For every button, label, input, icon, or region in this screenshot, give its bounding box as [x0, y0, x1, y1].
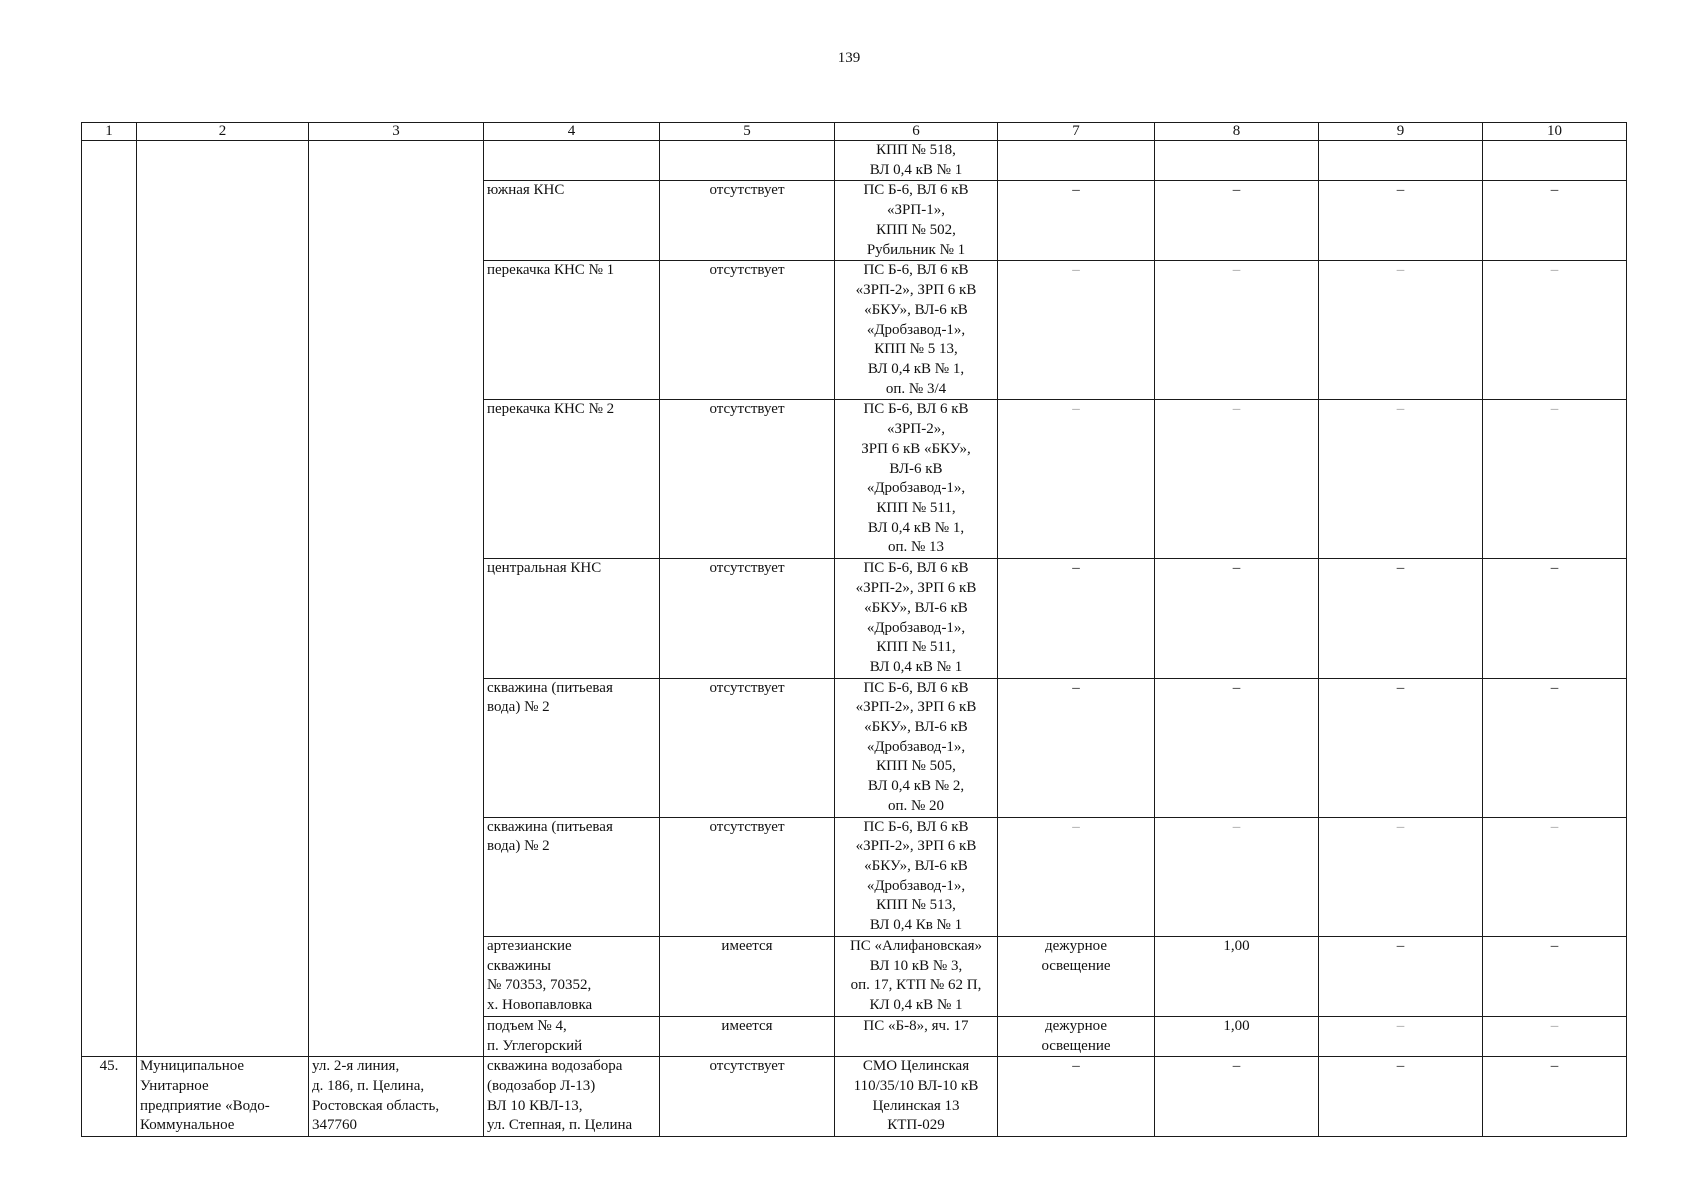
header-row [82, 123, 1627, 141]
cell-organization: Муниципальное Унитарное предприятие «Водо- Коммунальное [137, 1057, 309, 1137]
cell-col10: – [1483, 678, 1627, 817]
cell-supply: КПП № 518, ВЛ 0,4 кВ № 1 [835, 141, 998, 181]
cell-col7: дежурное освещение [998, 1016, 1155, 1056]
cell-col9: – [1319, 400, 1483, 559]
cell-col8: – [1155, 400, 1319, 559]
header-cell: 6 [835, 123, 998, 141]
data-table [81, 122, 1627, 1137]
cell-address [309, 141, 484, 1057]
page-number: 139 [837, 50, 861, 66]
cell-supply: ПС «Б-8», яч. 17 [835, 1016, 998, 1056]
header-cell: 9 [1319, 123, 1483, 141]
cell-status: отсутствует [660, 261, 835, 400]
cell-object: скважина водозабора (водозабор Л-13) ВЛ 10 КВЛ-13, ул. Степная, п. Целина [484, 1057, 660, 1137]
cell-supply: ПС Б-6, ВЛ 6 кВ «ЗРП-2», ЗРП 6 кВ «БКУ», ВЛ-6 кВ «Дробзавод-1», КПП № 513, ВЛ 0,4 Кв № 1 [835, 817, 998, 936]
cell-col7: дежурное освещение [998, 936, 1155, 1016]
cell-number [82, 141, 137, 1057]
cell-col10: – [1483, 181, 1627, 261]
cell-supply: СМО Целинская 110/35/10 ВЛ-10 кВ Целинская 13 КТП-029 [835, 1057, 998, 1137]
cell-col10: – [1483, 400, 1627, 559]
header-cell: 1 [82, 123, 137, 141]
cell-supply: ПС Б-6, ВЛ 6 кВ «ЗРП-2», ЗРП 6 кВ «БКУ», ВЛ-6 кВ «Дробзавод-1», КПП № 511, ВЛ 0,4 кВ № 1 [835, 559, 998, 678]
cell-status: имеется [660, 936, 835, 1016]
cell-object: центральная КНС [484, 559, 660, 678]
cell-status [660, 141, 835, 181]
header-cell: 10 [1483, 123, 1627, 141]
cell-col9: – [1319, 559, 1483, 678]
cell-col7: – [998, 181, 1155, 261]
cell-col10: – [1483, 1016, 1627, 1056]
cell-col10: – [1483, 817, 1627, 936]
cell-col7: – [998, 559, 1155, 678]
header-cell: 5 [660, 123, 835, 141]
cell-status: отсутствует [660, 678, 835, 817]
cell-col7 [998, 141, 1155, 181]
cell-col7: – [998, 400, 1155, 559]
header-cell: 7 [998, 123, 1155, 141]
cell-col8: – [1155, 678, 1319, 817]
cell-col9: – [1319, 181, 1483, 261]
cell-supply: ПС Б-6, ВЛ 6 кВ «ЗРП-1», КПП № 502, Рубильник № 1 [835, 181, 998, 261]
cell-object: подъем № 4, п. Углегорский [484, 1016, 660, 1056]
cell-supply: ПС Б-6, ВЛ 6 кВ «ЗРП-2», ЗРП 6 кВ «БКУ», ВЛ-6 кВ «Дробзавод-1», КПП № 505, ВЛ 0,4 кВ № 2, оп. № 20 [835, 678, 998, 817]
cell-col7: – [998, 678, 1155, 817]
cell-status: отсутствует [660, 1057, 835, 1137]
cell-object: южная КНС [484, 181, 660, 261]
table-row [82, 1057, 1627, 1137]
cell-col7: – [998, 1057, 1155, 1137]
cell-supply: ПС Б-6, ВЛ 6 кВ «ЗРП-2», ЗРП 6 кВ «БКУ», ВЛ-6 кВ «Дробзавод-1», КПП № 511, ВЛ 0,4 кВ № 1, оп. № 13 [835, 400, 998, 559]
cell-status: отсутствует [660, 400, 835, 559]
cell-col7: – [998, 817, 1155, 936]
cell-col7: – [998, 261, 1155, 400]
cell-status: отсутствует [660, 559, 835, 678]
cell-col8: – [1155, 559, 1319, 678]
cell-status: отсутствует [660, 817, 835, 936]
header-cell: 8 [1155, 123, 1319, 141]
cell-col10: – [1483, 261, 1627, 400]
cell-status: имеется [660, 1016, 835, 1056]
cell-object: артезианские скважины № 70353, 70352, х. Новопавловка [484, 936, 660, 1016]
table-row [82, 141, 1627, 181]
cell-supply: ПС Б-6, ВЛ 6 кВ «ЗРП-2», ЗРП 6 кВ «БКУ», ВЛ-6 кВ «Дробзавод-1», КПП № 5 13, ВЛ 0,4 кВ № 1, оп. № 3/4 [835, 261, 998, 400]
cell-col9: – [1319, 678, 1483, 817]
cell-col10: – [1483, 559, 1627, 678]
cell-object: скважина (питьевая вода) № 2 [484, 678, 660, 817]
cell-col8: 1,00 [1155, 1016, 1319, 1056]
cell-col10: – [1483, 936, 1627, 1016]
cell-col8: – [1155, 261, 1319, 400]
cell-col9: – [1319, 261, 1483, 400]
cell-status: отсутствует [660, 181, 835, 261]
cell-object: скважина (питьевая вода) № 2 [484, 817, 660, 936]
cell-col8: – [1155, 817, 1319, 936]
cell-number: 45. [82, 1057, 137, 1137]
cell-col10: – [1483, 1057, 1627, 1137]
header-cell: 2 [137, 123, 309, 141]
cell-object: перекачка КНС № 2 [484, 400, 660, 559]
cell-col10 [1483, 141, 1627, 181]
cell-col9: – [1319, 1016, 1483, 1056]
cell-object: перекачка КНС № 1 [484, 261, 660, 400]
cell-address: ул. 2-я линия, д. 186, п. Целина, Ростовская область, 347760 [309, 1057, 484, 1137]
cell-col9 [1319, 141, 1483, 181]
cell-supply: ПС «Алифановская» ВЛ 10 кВ № 3, оп. 17, КТП № 62 П, КЛ 0,4 кВ № 1 [835, 936, 998, 1016]
cell-col9: – [1319, 1057, 1483, 1137]
cell-col8: – [1155, 1057, 1319, 1137]
cell-col8: 1,00 [1155, 936, 1319, 1016]
cell-col9: – [1319, 817, 1483, 936]
header-cell: 4 [484, 123, 660, 141]
cell-col8 [1155, 141, 1319, 181]
cell-object [484, 141, 660, 181]
header-cell: 3 [309, 123, 484, 141]
cell-col8: – [1155, 181, 1319, 261]
cell-organization [137, 141, 309, 1057]
cell-col9: – [1319, 936, 1483, 1016]
